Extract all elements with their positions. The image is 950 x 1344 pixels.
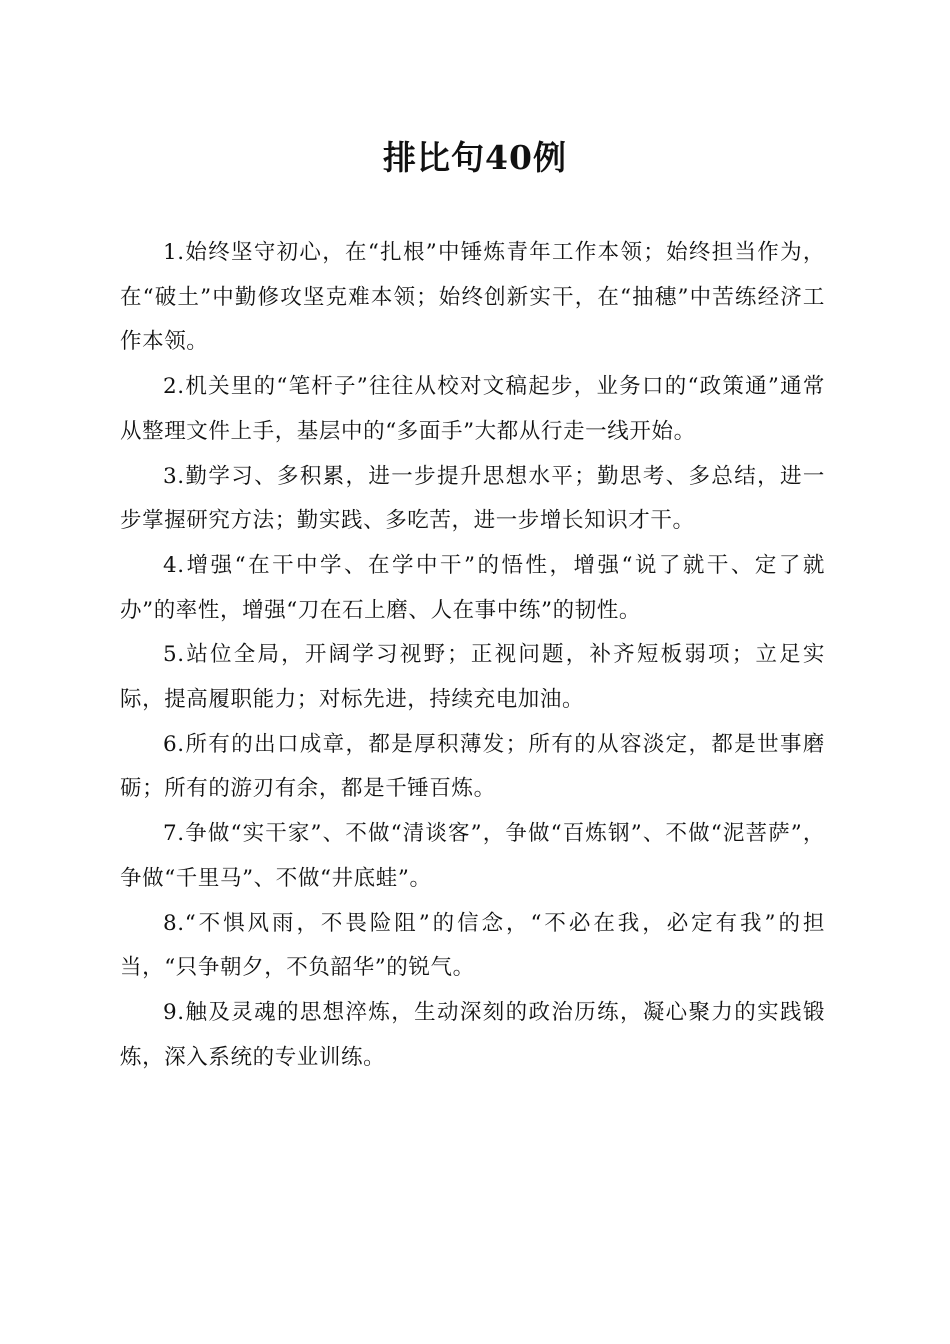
- paragraph-6: 6.所有的出口成章，都是厚积薄发；所有的从容淡定，都是世事磨砺；所有的游刃有余，都是千锤百炼。: [120, 731, 825, 802]
- document-title: 排比句40例: [383, 138, 567, 177]
- document-body: [120, 231, 825, 1080]
- paragraph-5: 5.站位全局，开阔学习视野；正视问题，补齐短板弱项；立足实际，提高履职能力；对标先进，持续充电加油。: [120, 642, 825, 713]
- paragraph-3: 3.勤学习、多积累，进一步提升思想水平；勤思考、多总结，进一步掌握研究方法；勤实践、多吃苦，进一步增长知识才干。: [120, 463, 825, 534]
- paragraph-7: 7.争做“实干家”、不做“清谈客”，争做“百炼钢”、不做“泥菩萨”，争做“千里马”、不做“井底蛙”。: [120, 821, 825, 891]
- paragraph-2: 2.机关里的“笔杆子”往往从校对文稿起步，业务口的“政策通”通常从整理文件上手，基层中的“多面手”大都从行走一线开始。: [120, 374, 825, 444]
- paragraph-1: 1.始终坚守初心，在“扎根”中锤炼青年工作本领；始终担当作为，在“破土”中勤修攻坚克难本领；始终创新实干，在“抽穗”中苦练经济工作本领。: [120, 240, 825, 355]
- paragraph-9: 9.触及灵魂的思想淬炼，生动深刻的政治历练，凝心聚力的实践锻炼，深入系统的专业训练。: [120, 999, 825, 1070]
- paragraph-4: 4.增强“在干中学、在学中干”的悟性，增强“说了就干、定了就办”的率性，增强“刀在石上磨、人在事中练”的韧性。: [120, 552, 825, 623]
- paragraph-8: 8.“不惧风雨，不畏险阻”的信念，“不必在我，必定有我”的担当，“只争朝夕，不负韶华”的锐气。: [120, 910, 825, 981]
